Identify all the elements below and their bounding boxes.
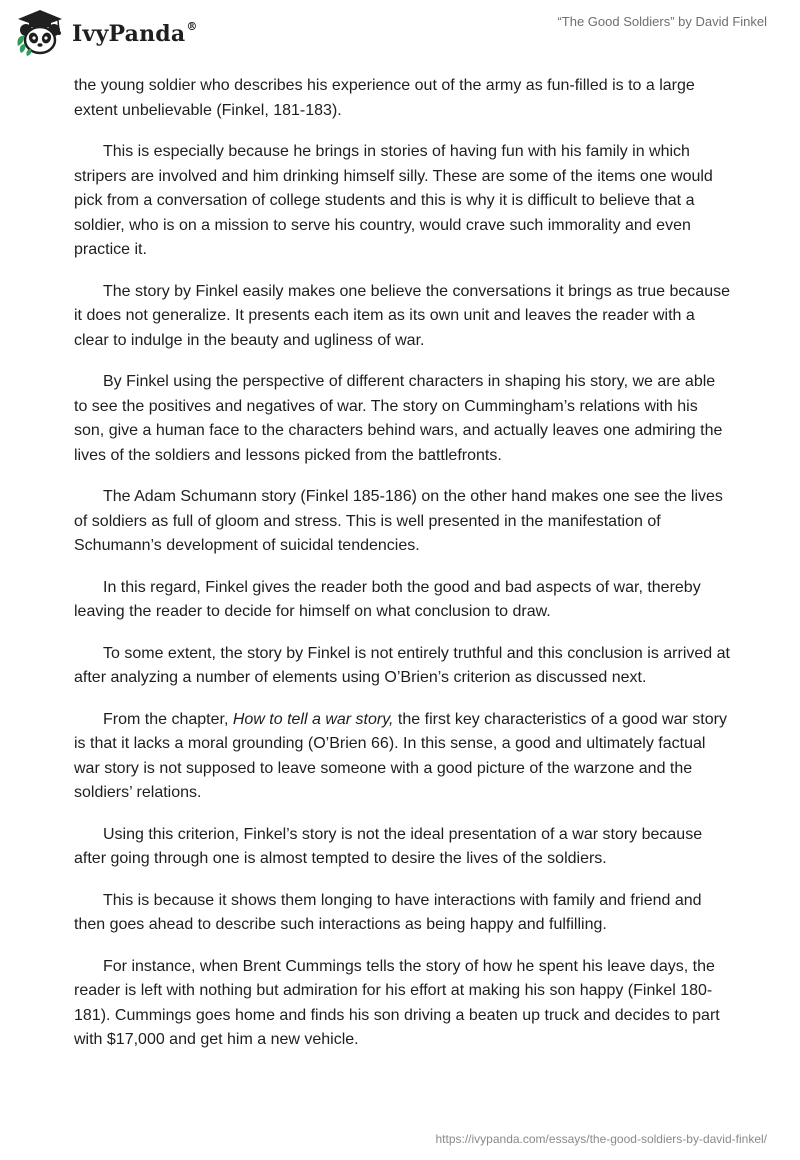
paragraph: In this regard, Finkel gives the reader both the good and bad aspects of war, thereby leaving the reader to decide for himself on what conclusion to draw. bbox=[74, 578, 701, 620]
panda-graduate-logo-icon bbox=[14, 8, 66, 58]
paragraph: Using this criterion, Finkel’s story is not the ideal presentation of a war story because after going through one is almost tempted to desire the lives of the soldiers. bbox=[74, 825, 703, 867]
ivypanda-logo[interactable] bbox=[14, 8, 198, 58]
paragraph: By Finkel using the perspective of different characters in shaping his story, we are able to see the positives and negatives of war. The story on Cummingham’s relations with his son, give a human face to the characters behind wars, and actually leaves one admiring the lives of the soldiers and lessons picked from the battlefronts. bbox=[74, 373, 723, 464]
page-header bbox=[0, 0, 800, 66]
essay-body bbox=[74, 74, 730, 1070]
document-title: “The Good Soldiers” by David Finkel bbox=[557, 14, 767, 29]
paragraph: To some extent, the story by Finkel is not entirely truthful and this conclusion is arrived at after analyzing a number of elements using O’Brien’s criterion as discussed next. bbox=[74, 644, 730, 686]
paragraph: the young soldier who describes his experience out of the army as fun-filled is to a large extent unbelievable (Finkel, 181-183). bbox=[74, 77, 695, 119]
source-url-link[interactable]: https://ivypanda.com/essays/the-good-soldiers-by-david-finkel/ bbox=[435, 1132, 767, 1146]
paragraph: The Adam Schumann story (Finkel 185-186) on the other hand makes one see the lives of soldiers as full of gloom and stress. This is well presented in the manifestation of Schumann’s development of suicidal tendencies. bbox=[74, 488, 723, 554]
registered-mark: ® bbox=[186, 19, 198, 33]
paragraph: This is especially because he brings in stories of having fun with his family in which stripers are involved and him drinking himself silly. These are some of the items one would pick from a conversation of college students and this is why it is difficult to believe that a soldier, who is on a mission to serve his country, would crave such immorality and even practice it. bbox=[74, 143, 713, 258]
paragraph-text: From the chapter, bbox=[103, 710, 233, 728]
paragraph bbox=[74, 708, 730, 806]
paragraph-text: the first key characteristics of a good war story is that it lacks a moral grounding (O’Brien 66). In this sense, a good and ultimately factual war story is not supposed to leave someone with a good picture of the warzone and the soldiers’ relations. bbox=[74, 710, 727, 801]
paragraph: This is because it shows them longing to have interactions with family and friend and then goes ahead to describe such interactions as being happy and fulfilling. bbox=[74, 891, 702, 933]
brand-name: IvyPanda® bbox=[72, 19, 198, 47]
paragraph: For instance, when Brent Cummings tells the story of how he spent his leave days, the reader is left with nothing but admiration for his effort at making his son happy (Finkel 180-181). Cummings goes home and finds his son driving a beaten up truck and decides to part with $17,000 and get him a new vehicle. bbox=[74, 957, 720, 1048]
paragraph: The story by Finkel easily makes one believe the conversations it brings as true because it does not generalize. It presents each item as its own unit and leaves the reader with a clear to indulge in the beauty and ugliness of war. bbox=[74, 282, 730, 349]
chapter-title: How to tell a war story, bbox=[232, 710, 394, 728]
